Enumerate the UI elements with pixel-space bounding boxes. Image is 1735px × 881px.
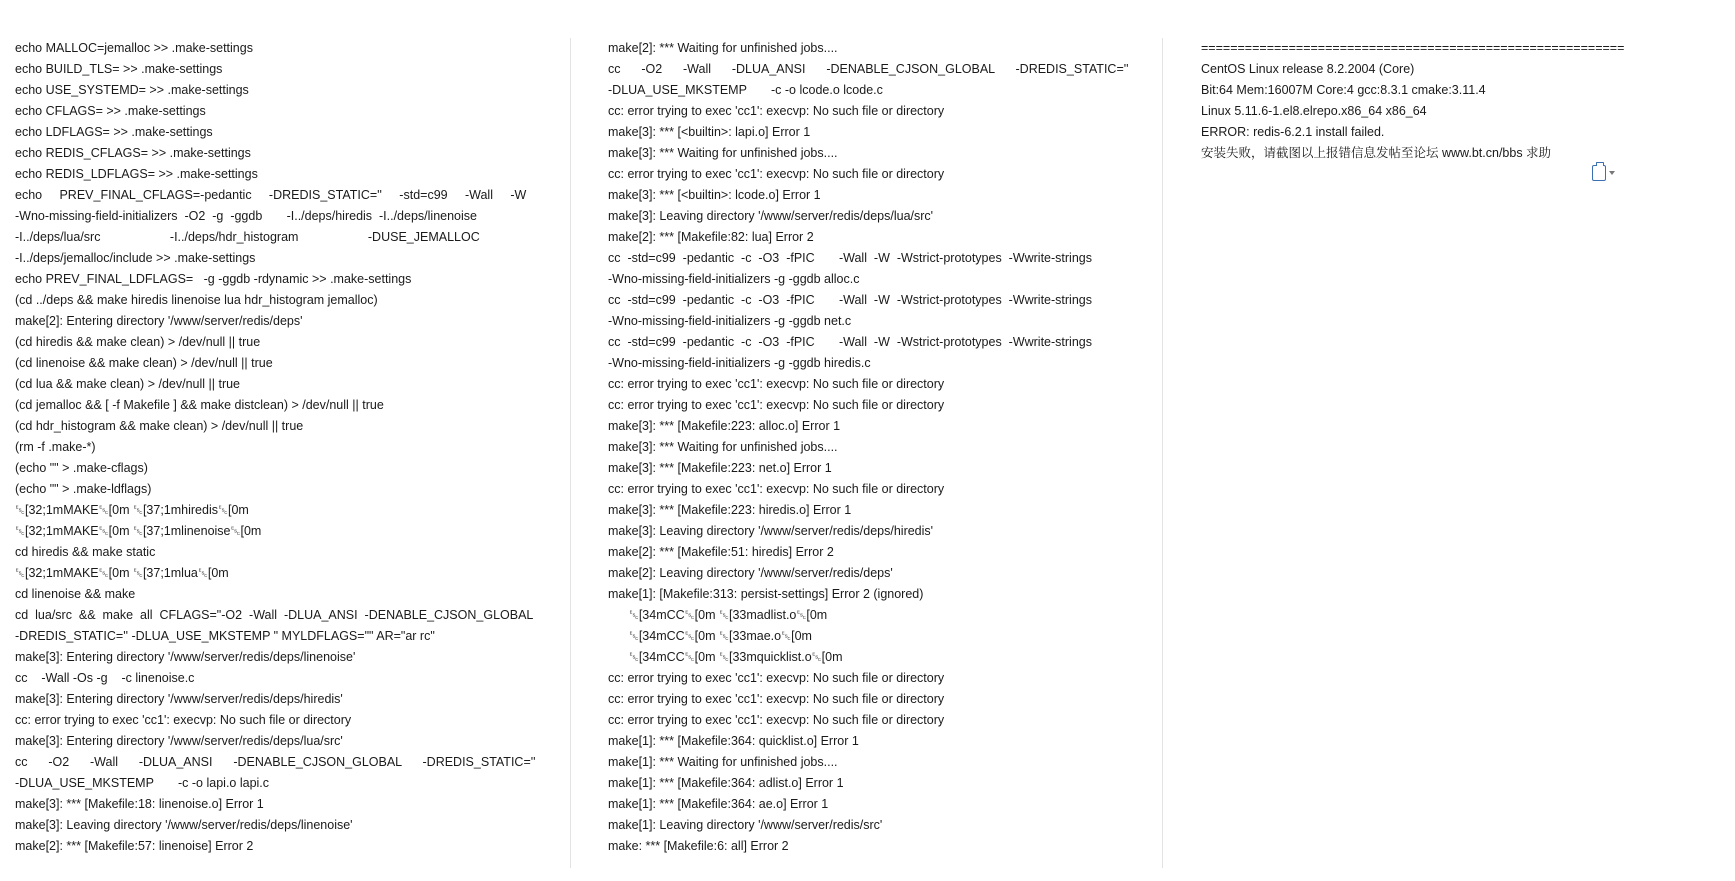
log-line: ␛[34mCC␛[0m ␛[33mquicklist.o␛[0m [608, 650, 843, 664]
log-line: ␛[34mCC␛[0m ␛[33mae.o␛[0m [608, 629, 812, 643]
log-line: ␛[34mCC␛[0m ␛[33madlist.o␛[0m [608, 608, 828, 622]
log-line: (echo "" > .make-ldflags) [15, 482, 152, 496]
log-line: cc: error trying to exec 'cc1': execvp: No such file or directory [608, 671, 945, 685]
log-column-1 [15, 38, 555, 857]
log-line: cc -std=c99 -pedantic -c -O3 -fPIC -Wall -W -Wstrict-prototypes -Wwrite-strings [608, 251, 1092, 265]
log-line: echo REDIS_CFLAGS= >> .make-settings [15, 146, 251, 160]
column-divider [570, 38, 571, 868]
log-line: cd lua/src && make all CFLAGS="-O2 -Wall -DLUA_ANSI -DENABLE_CJSON_GLOBAL [15, 608, 534, 622]
log-line: make[3]: *** [Makefile:18: linenoise.o] Error 1 [15, 797, 264, 811]
log-line: cc: error trying to exec 'cc1': execvp: No such file or directory [608, 713, 945, 727]
log-line: make[1]: Leaving directory '/www/server/redis/src' [608, 818, 883, 832]
log-line: cd hiredis && make static [15, 545, 156, 559]
log-line: echo BUILD_TLS= >> .make-settings [15, 62, 223, 76]
log-line: 安装失败，请截图以上报错信息发帖至论坛 www.bt.cn/bbs 求助 [1201, 146, 1552, 160]
chevron-down-icon [1609, 171, 1615, 175]
log-line: -Wno-missing-field-initializers -g -ggdb alloc.c [608, 272, 860, 286]
log-line: make[2]: *** [Makefile:57: linenoise] Error 2 [15, 839, 254, 853]
log-line: make: *** [Makefile:6: all] Error 2 [608, 839, 789, 853]
log-line: make[3]: *** [Makefile:223: hiredis.o] Error 1 [608, 503, 852, 517]
log-line: (cd linenoise && make clean) > /dev/null || true [15, 356, 273, 370]
log-column-3 [1201, 38, 1671, 164]
log-line: make[3]: *** Waiting for unfinished jobs.... [608, 440, 838, 454]
log-line: echo LDFLAGS= >> .make-settings [15, 125, 213, 139]
log-line: echo MALLOC=jemalloc >> .make-settings [15, 41, 253, 55]
log-line: -Wno-missing-field-initializers -g -ggdb hiredis.c [608, 356, 871, 370]
log-line: make[3]: *** Waiting for unfinished jobs.... [608, 146, 838, 160]
log-line: make[3]: *** [Makefile:223: net.o] Error 1 [608, 461, 832, 475]
log-line: make[1]: *** [Makefile:364: adlist.o] Error 1 [608, 776, 844, 790]
log-line: make[3]: *** [Makefile:223: alloc.o] Error 1 [608, 419, 841, 433]
log-line: -I../deps/jemalloc/include >> .make-settings [15, 251, 256, 265]
log-line: cc: error trying to exec 'cc1': execvp: No such file or directory [15, 713, 352, 727]
log-line: cc -Wall -Os -g -c linenoise.c [15, 671, 195, 685]
log-line: make[1]: [Makefile:313: persist-settings] Error 2 (ignored) [608, 587, 924, 601]
log-line: ========================================================== [1201, 41, 1625, 55]
log-line: -Wno-missing-field-initializers -O2 -g -ggdb -I../deps/hiredis -I../deps/linenoise [15, 209, 477, 223]
log-line: ␛[32;1mMAKE␛[0m ␛[37;1mlinenoise␛[0m [15, 524, 262, 538]
log-line: (cd jemalloc && [ -f Makefile ] && make distclean) > /dev/null || true [15, 398, 384, 412]
log-line: make[3]: *** [<builtin>: lapi.o] Error 1 [608, 125, 811, 139]
clipboard-icon [1592, 165, 1606, 181]
log-line: cc -O2 -Wall -DLUA_ANSI -DENABLE_CJSON_GLOBAL -DREDIS_STATIC='' [608, 62, 1129, 76]
log-line: -I../deps/lua/src -I../deps/hdr_histogram -DUSE_JEMALLOC [15, 230, 480, 244]
log-line: make[3]: Entering directory '/www/server/redis/deps/hiredis' [15, 692, 343, 706]
log-line: make[1]: *** [Makefile:364: quicklist.o] Error 1 [608, 734, 859, 748]
log-line: cc -O2 -Wall -DLUA_ANSI -DENABLE_CJSON_GLOBAL -DREDIS_STATIC='' [15, 755, 536, 769]
log-line: make[1]: *** Waiting for unfinished jobs.... [608, 755, 838, 769]
log-line: cc: error trying to exec 'cc1': execvp: No such file or directory [608, 104, 945, 118]
log-line: cc -std=c99 -pedantic -c -O3 -fPIC -Wall -W -Wstrict-prototypes -Wwrite-strings [608, 293, 1092, 307]
log-line: -DLUA_USE_MKSTEMP -c -o lapi.o lapi.c [15, 776, 270, 790]
log-line: cc: error trying to exec 'cc1': execvp: No such file or directory [608, 482, 945, 496]
log-line: (cd hiredis && make clean) > /dev/null || true [15, 335, 261, 349]
log-line: (rm -f .make-*) [15, 440, 96, 454]
log-line: -DREDIS_STATIC='' -DLUA_USE_MKSTEMP " MYLDFLAGS="" AR="ar rc" [15, 629, 435, 643]
log-line: echo PREV_FINAL_LDFLAGS= -g -ggdb -rdynamic >> .make-settings [15, 272, 412, 286]
log-line: echo CFLAGS= >> .make-settings [15, 104, 206, 118]
log-line: cc: error trying to exec 'cc1': execvp: No such file or directory [608, 167, 945, 181]
log-column-2 [608, 38, 1148, 857]
log-line: make[2]: Leaving directory '/www/server/redis/deps' [608, 566, 893, 580]
log-line: make[3]: Entering directory '/www/server/redis/deps/lua/src' [15, 734, 343, 748]
log-line: ␛[32;1mMAKE␛[0m ␛[37;1mlua␛[0m [15, 566, 229, 580]
log-line: (cd ../deps && make hiredis linenoise lua hdr_histogram jemalloc) [15, 293, 378, 307]
log-line: cc: error trying to exec 'cc1': execvp: No such file or directory [608, 377, 945, 391]
paste-options-icon[interactable] [1592, 163, 1622, 183]
log-line: cc -std=c99 -pedantic -c -O3 -fPIC -Wall -W -Wstrict-prototypes -Wwrite-strings [608, 335, 1092, 349]
log-line: make[2]: *** Waiting for unfinished jobs.... [608, 41, 838, 55]
log-line: make[3]: Leaving directory '/www/server/redis/deps/hiredis' [608, 524, 934, 538]
log-line: make[2]: *** [Makefile:51: hiredis] Error 2 [608, 545, 834, 559]
log-line: cc: error trying to exec 'cc1': execvp: No such file or directory [608, 692, 945, 706]
log-line: make[3]: *** [<builtin>: lcode.o] Error 1 [608, 188, 821, 202]
log-line: (cd hdr_histogram && make clean) > /dev/null || true [15, 419, 304, 433]
log-line: -Wno-missing-field-initializers -g -ggdb net.c [608, 314, 852, 328]
log-line: make[3]: Leaving directory '/www/server/redis/deps/linenoise' [15, 818, 353, 832]
log-line: (echo "" > .make-cflags) [15, 461, 148, 475]
log-line: make[3]: Leaving directory '/www/server/redis/deps/lua/src' [608, 209, 934, 223]
log-line: cd linenoise && make [15, 587, 136, 601]
log-line: make[3]: Entering directory '/www/server/redis/deps/linenoise' [15, 650, 356, 664]
log-line: CentOS Linux release 8.2.2004 (Core) [1201, 62, 1415, 76]
log-line: ERROR: redis-6.2.1 install failed. [1201, 125, 1385, 139]
log-line: (cd lua && make clean) > /dev/null || true [15, 377, 241, 391]
log-line: make[2]: *** [Makefile:82: lua] Error 2 [608, 230, 814, 244]
log-line: Bit:64 Mem:16007M Core:4 gcc:8.3.1 cmake:3.11.4 [1201, 83, 1486, 97]
log-line: ␛[32;1mMAKE␛[0m ␛[37;1mhiredis␛[0m [15, 503, 249, 517]
log-line: make[2]: Entering directory '/www/server/redis/deps' [15, 314, 303, 328]
log-line: echo REDIS_LDFLAGS= >> .make-settings [15, 167, 258, 181]
log-line: -DLUA_USE_MKSTEMP -c -o lcode.o lcode.c [608, 83, 883, 97]
log-line: echo PREV_FINAL_CFLAGS=-pedantic -DREDIS_STATIC='' -std=c99 -Wall -W [15, 188, 527, 202]
column-divider [1162, 38, 1163, 868]
log-line: Linux 5.11.6-1.el8.elrepo.x86_64 x86_64 [1201, 104, 1427, 118]
log-line: make[1]: *** [Makefile:364: ae.o] Error 1 [608, 797, 829, 811]
log-line: echo USE_SYSTEMD= >> .make-settings [15, 83, 249, 97]
log-line: cc: error trying to exec 'cc1': execvp: No such file or directory [608, 398, 945, 412]
